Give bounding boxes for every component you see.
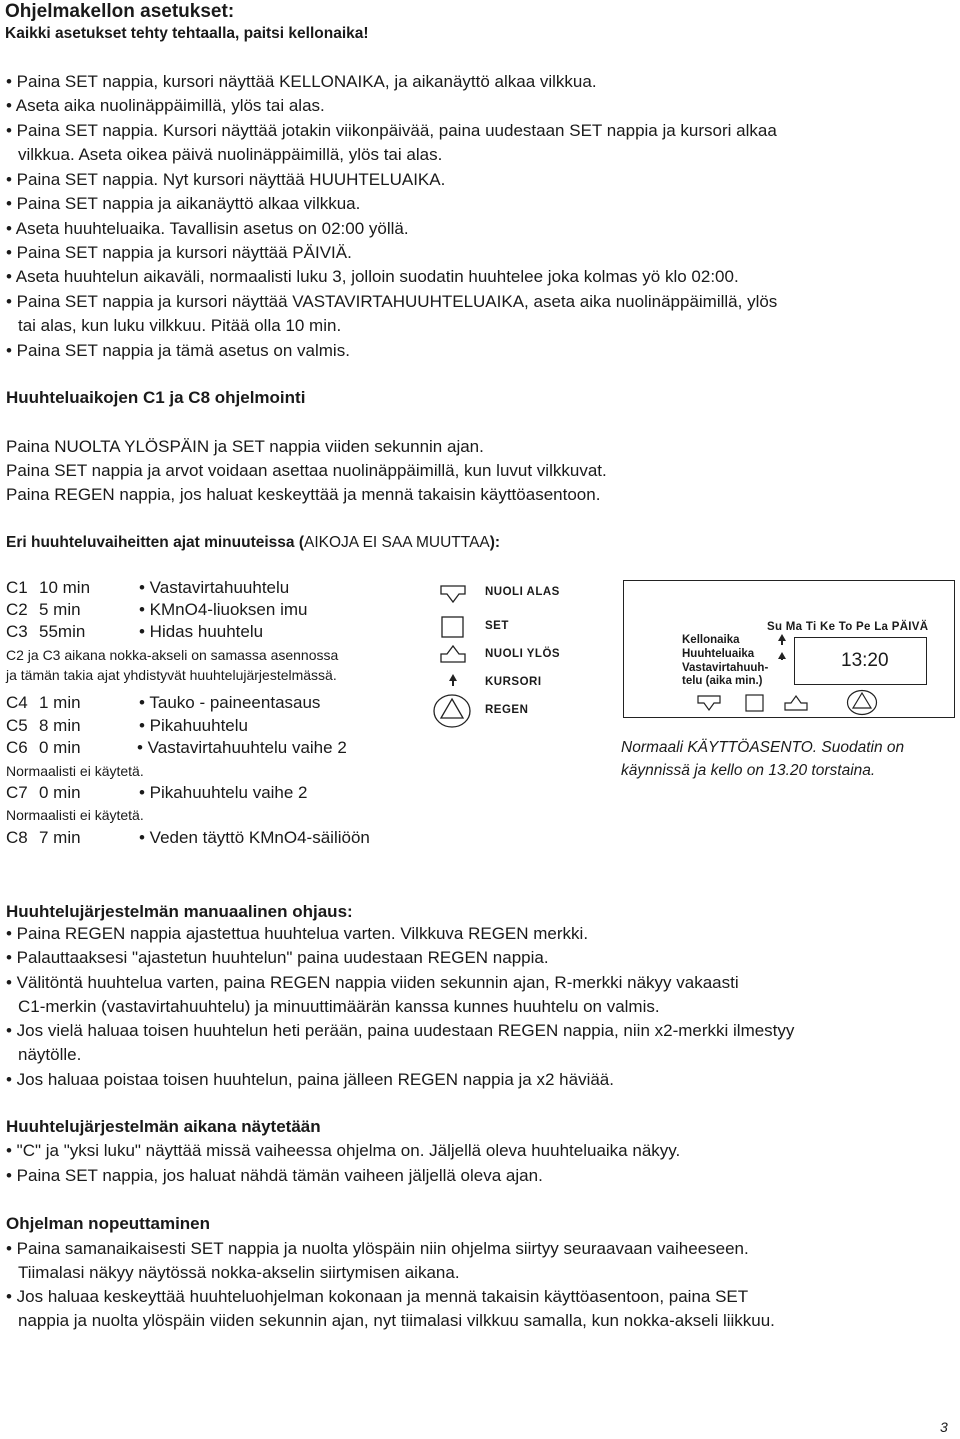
list-item: • Paina SET nappia ja kursori näyttää PÄIVIÄ.	[6, 243, 352, 262]
display-caption: Normaali KÄYTTÖASENTO. Suodatin on	[621, 739, 905, 756]
triangle-circle-icon	[845, 688, 879, 717]
phase-desc: • Vastavirtahuuhtelu	[139, 578, 290, 597]
arrow-up-icon	[782, 693, 810, 713]
display-days: Su Ma Ti Ke To Pe La PÄIVÄ	[767, 621, 929, 633]
phase-desc: • Pikahuuhtelu vaihe 2	[139, 783, 308, 802]
display-label: Kellonaika	[682, 634, 740, 646]
phase-time: 8 min	[39, 716, 81, 735]
section-heading: Huuhteluaikojen C1 ja C8 ohjelmointi	[6, 388, 306, 407]
phase-code: C7	[6, 783, 28, 802]
cursor-arrow-icon	[776, 632, 788, 668]
phases-heading	[6, 534, 500, 552]
list-item: • Aseta aika nuolinäppäimillä, ylös tai alas.	[6, 96, 325, 115]
list-item: näytölle.	[18, 1045, 82, 1064]
arrow-down-icon	[695, 693, 723, 713]
phase-desc: • Hidas huuhtelu	[139, 622, 264, 641]
arrow-up-icon	[437, 643, 469, 665]
list-item: • Paina REGEN nappia ajastettua huuhtelua varten. Vilkkuva REGEN merkki.	[6, 924, 589, 943]
phases-heading-end: ):	[489, 534, 501, 551]
page-subtitle: Kaikki asetukset tehty tehtaalla, paitsi kellonaika!	[5, 25, 369, 42]
display-screen	[794, 637, 927, 685]
list-item: • Paina samanaikaisesti SET nappia ja nuolta ylöspäin niin ohjelma siirtyy seuraavaan vaiheeseen.	[6, 1239, 749, 1258]
display-panel	[623, 580, 955, 718]
list-item: nappia ja nuolta ylöspäin viiden sekunnin ajan, nyt tiimalasi vilkkuu samalla, kun nokka-akseli liikkuu.	[18, 1311, 775, 1330]
legend-label: KURSORI	[485, 676, 542, 688]
phase-time: 1 min	[39, 693, 81, 712]
list-item: • Paina SET nappia ja aikanäyttö alkaa vilkkua.	[6, 194, 361, 213]
paragraph-line: Paina REGEN nappia, jos haluat keskeyttää ja mennä takaisin käyttöasentoon.	[6, 485, 601, 504]
list-item: C1-merkin (vastavirtahuuhtelu) ja minuuttimäärän kanssa kunnes huuhtelu on valmis.	[18, 997, 660, 1016]
display-caption: käynnissä ja kello on 13.20 torstaina.	[621, 762, 876, 779]
phase-desc: • KMnO4-liuoksen imu	[139, 600, 308, 619]
legend-label: SET	[485, 620, 509, 632]
cursor-arrow-icon	[446, 673, 460, 687]
list-item: tai alas, kun luku vilkkuu. Pitää olla 10 min.	[18, 316, 342, 335]
phase-desc: • Veden täyttö KMnO4-säiliöön	[139, 828, 370, 847]
list-item: • Paina SET nappia. Nyt kursori näyttää HUUHTELUAIKA.	[6, 170, 446, 189]
list-item: • Aseta huuhteluaika. Tavallisin asetus on 02:00 yöllä.	[6, 219, 409, 238]
phase-note: Normaalisti ei käytetä.	[6, 807, 144, 823]
phase-code: C5	[6, 716, 28, 735]
phase-code: C4	[6, 693, 28, 712]
phase-time: 10 min	[39, 578, 91, 597]
legend-label: REGEN	[485, 704, 529, 716]
section-heading: Ohjelman nopeuttaminen	[6, 1214, 211, 1233]
legend-label: NUOLI YLÖS	[485, 648, 561, 660]
section-heading: Huuhtelujärjestelmän manuaalinen ohjaus:	[6, 902, 353, 921]
display-label: Huuhteluaika	[682, 648, 755, 660]
phase-desc: • Tauko - paineentasaus	[139, 693, 321, 712]
square-icon	[440, 615, 466, 639]
phase-time: 55min	[39, 622, 86, 641]
display-label: telu (aika min.)	[682, 675, 763, 687]
phase-code: C6	[6, 738, 28, 757]
list-item: • Paina SET nappia, kursori näyttää KELLONAIKA, ja aikanäyttö alkaa vilkkua.	[6, 72, 597, 91]
phase-code: C1	[6, 578, 28, 597]
list-item: • "C" ja "yksi luku" näyttää missä vaiheessa ohjelma on. Jäljellä oleva huuhteluaika näkyy.	[6, 1141, 681, 1160]
phase-time: 5 min	[39, 600, 81, 619]
list-item: vilkkua. Aseta oikea päivä nuolinäppäimillä, ylös tai alas.	[18, 145, 443, 164]
phases-heading-normal: AIKOJA EI SAA MUUTTAA	[304, 534, 490, 551]
phase-note: Normaalisti ei käytetä.	[6, 763, 144, 779]
page-title: Ohjelmakellon asetukset:	[5, 1, 235, 22]
list-item: • Aseta huuhtelun aikaväli, normaalisti luku 3, jolloin suodatin huuhtelee joka kolmas yö klo 02:00.	[6, 267, 739, 286]
list-item: • Paina SET nappia ja kursori näyttää VASTAVIRTAHUUHTELUAIKA, aseta aika nuolinäppäimillä, ylös	[6, 292, 778, 311]
phases-heading-bold: Eri huuhteluvaiheitten ajat minuuteissa (	[6, 534, 304, 551]
list-item: • Paina SET nappia, jos haluat nähdä tämän vaiheen jäljellä oleva ajan.	[6, 1166, 543, 1185]
phase-note: C2 ja C3 aikana nokka-akseli on samassa asennossa	[6, 647, 339, 663]
phase-desc: • Vastavirtahuuhtelu vaihe 2	[137, 738, 347, 757]
list-item: • Palauttaaksesi "ajastetun huuhtelun" paina uudestaan REGEN nappia.	[6, 948, 549, 967]
list-item: • Paina SET nappia. Kursori näyttää jotakin viikonpäivää, paina uudestaan SET nappia ja kursori alkaa	[6, 121, 777, 140]
triangle-circle-icon	[431, 692, 473, 730]
list-item: • Jos haluaa poistaa toisen huuhtelun, paina jälleen REGEN nappia ja x2 häviää.	[6, 1070, 614, 1089]
legend-label: NUOLI ALAS	[485, 586, 560, 598]
paragraph-line: Paina SET nappia ja arvot voidaan asettaa nuolinäppäimillä, kun luvut vilkkuvat.	[6, 461, 607, 480]
list-item: • Jos haluaa keskeyttää huuhteluohjelman kokonaan ja mennä takaisin käyttöasentoon, paina SET	[6, 1287, 749, 1306]
display-time: 13:20	[841, 650, 889, 671]
phase-time: 0 min	[39, 738, 81, 757]
list-item: Tiimalasi näkyy näytössä nokka-akselin siirtymisen aikana.	[18, 1263, 460, 1282]
phase-code: C3	[6, 622, 28, 641]
arrow-down-icon	[437, 583, 469, 605]
phase-desc: • Pikahuuhtelu	[139, 716, 248, 735]
list-item: • Paina SET nappia ja tämä asetus on valmis.	[6, 341, 350, 360]
paragraph-line: Paina NUOLTA YLÖSPÄIN ja SET nappia viiden sekunnin ajan.	[6, 437, 484, 456]
phase-code: C8	[6, 828, 28, 847]
list-item: • Välitöntä huuhtelua varten, paina REGEN nappia viiden sekunnin ajan, R-merkki näkyy vakaasti	[6, 973, 739, 992]
page-number: 3	[940, 1419, 948, 1435]
phase-code: C2	[6, 600, 28, 619]
phase-note: ja tämän takia ajat yhdistyvät huuhtelujärjestelmässä.	[6, 667, 337, 683]
display-label: Vastavirtahuuh-	[682, 662, 769, 674]
section-heading: Huuhtelujärjestelmän aikana näytetään	[6, 1117, 321, 1136]
square-icon	[744, 693, 766, 713]
list-item: • Jos vielä haluaa toisen huuhtelun heti perään, paina uudestaan REGEN nappia, niin x2-merkki ilmestyy	[6, 1021, 795, 1040]
phase-time: 0 min	[39, 783, 81, 802]
phase-time: 7 min	[39, 828, 81, 847]
